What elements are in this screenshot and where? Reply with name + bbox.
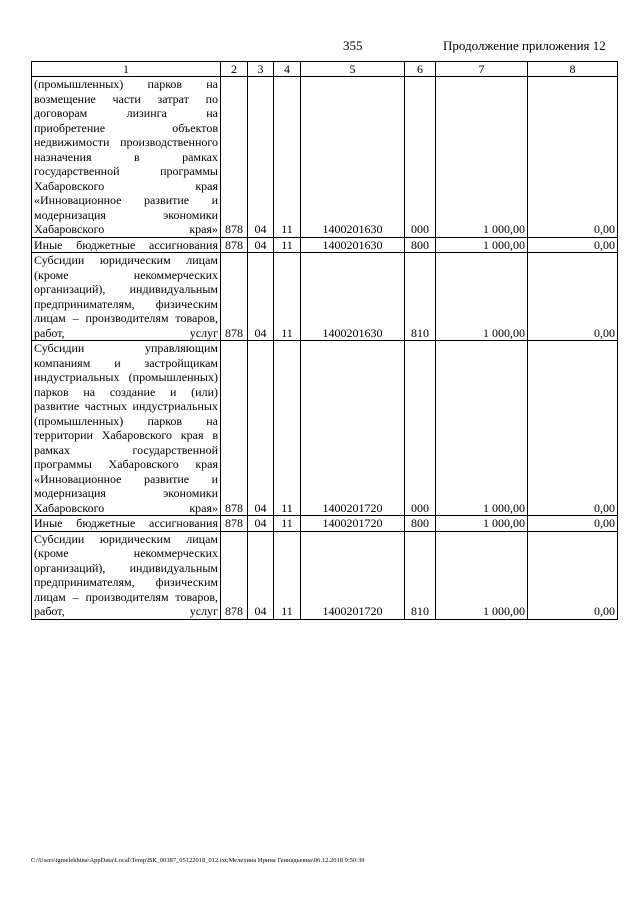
- section-code: 04: [248, 253, 274, 341]
- amount: 1 000,00: [436, 253, 528, 341]
- budget-table: [31, 61, 618, 620]
- target-article-code: 1400201720: [301, 531, 405, 619]
- target-article-code: 1400201630: [301, 77, 405, 238]
- subsection-code: 11: [274, 237, 301, 253]
- table-row: [32, 516, 618, 532]
- column-header: 2: [221, 62, 248, 77]
- subsection-code: 11: [274, 341, 301, 516]
- ministry-code: 878: [221, 77, 248, 238]
- amount-secondary: 0,00: [528, 77, 618, 238]
- amount-secondary: 0,00: [528, 516, 618, 532]
- ministry-code: 878: [221, 531, 248, 619]
- table-row: [32, 531, 618, 619]
- column-header: 8: [528, 62, 618, 77]
- column-header: 4: [274, 62, 301, 77]
- ministry-code: 878: [221, 341, 248, 516]
- amount: 1 000,00: [436, 341, 528, 516]
- column-header: 7: [436, 62, 528, 77]
- ministry-code: 878: [221, 237, 248, 253]
- section-code: 04: [248, 237, 274, 253]
- section-code: 04: [248, 516, 274, 532]
- expense-type-code: 000: [405, 341, 436, 516]
- ministry-code: 878: [221, 253, 248, 341]
- section-code: 04: [248, 531, 274, 619]
- row-description: Иные бюджетные ассигнования: [32, 516, 221, 532]
- file-path-footer: C:\Users\igmelekhina\AppData\Local\Temp\ВК_00387_05122018_012.txt;Мелехина Ирина Геннадьевна\06.12.2018 9:50:39: [31, 857, 365, 864]
- row-description: (промышленных) парков на возмещение части затрат по договорам лизинга на приобретение объектов недвижимости производственного назначения в рамках государственной программы Хабаровского края «Инновационное развитие и модернизация экономики Хабаровского края»: [32, 77, 221, 238]
- target-article-code: 1400201720: [301, 516, 405, 532]
- subsection-code: 11: [274, 516, 301, 532]
- amount: 1 000,00: [436, 77, 528, 238]
- expense-type-code: 810: [405, 253, 436, 341]
- column-number-row: [32, 62, 618, 77]
- expense-type-code: 800: [405, 237, 436, 253]
- subsection-code: 11: [274, 253, 301, 341]
- section-code: 04: [248, 341, 274, 516]
- section-code: 04: [248, 77, 274, 238]
- target-article-code: 1400201630: [301, 253, 405, 341]
- amount-secondary: 0,00: [528, 531, 618, 619]
- target-article-code: 1400201630: [301, 237, 405, 253]
- table-row: [32, 253, 618, 341]
- row-description: Субсидии юридическим лицам (кроме некоммерческих организаций), индивидуальным предпринимателям, физическим лицам – производителям товаров, работ, услуг: [32, 253, 221, 341]
- appendix-continuation-label: Продолжение приложения 12: [443, 38, 606, 53]
- amount: 1 000,00: [436, 237, 528, 253]
- page-number: 355: [343, 38, 363, 53]
- expense-type-code: 810: [405, 531, 436, 619]
- column-header: 3: [248, 62, 274, 77]
- expense-type-code: 000: [405, 77, 436, 238]
- amount: 1 000,00: [436, 531, 528, 619]
- column-header: 5: [301, 62, 405, 77]
- column-header: 6: [405, 62, 436, 77]
- target-article-code: 1400201720: [301, 341, 405, 516]
- row-description: Субсидии управляющим компаниям и застройщикам индустриальных (промышленных) парков на создание и (или) развитие частных индустриальных (промышленных) парков на территории Хабаровского края в рамках государственной программы Хабаровского края «Инновационное развитие и модернизация экономики Хабаровского края»: [32, 341, 221, 516]
- amount-secondary: 0,00: [528, 341, 618, 516]
- amount: 1 000,00: [436, 516, 528, 532]
- column-header: 1: [32, 62, 221, 77]
- subsection-code: 11: [274, 531, 301, 619]
- table-row: [32, 237, 618, 253]
- row-description: Субсидии юридическим лицам (кроме некоммерческих организаций), индивидуальным предпринимателям, физическим лицам – производителям товаров, работ, услуг: [32, 531, 221, 619]
- table-row: [32, 77, 618, 238]
- amount-secondary: 0,00: [528, 237, 618, 253]
- ministry-code: 878: [221, 516, 248, 532]
- amount-secondary: 0,00: [528, 253, 618, 341]
- subsection-code: 11: [274, 77, 301, 238]
- table-row: [32, 341, 618, 516]
- expense-type-code: 800: [405, 516, 436, 532]
- row-description: Иные бюджетные ассигнования: [32, 237, 221, 253]
